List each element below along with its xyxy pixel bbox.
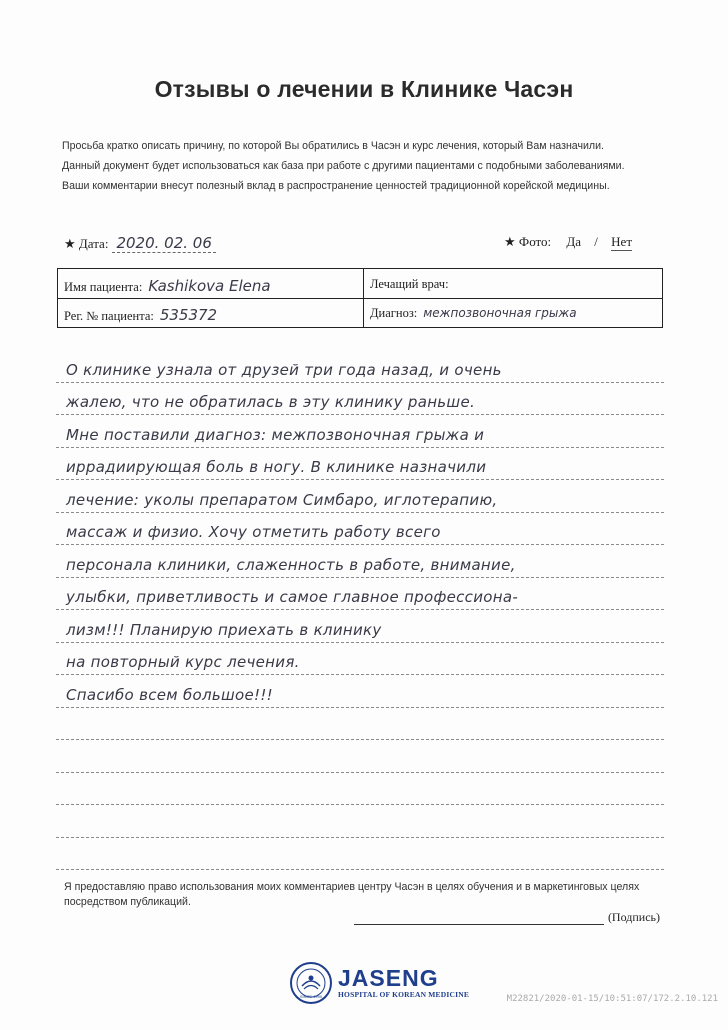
intro-line-3: Ваши комментарии внесут полезный вклад в распространение ценностей традиционной корейской медицины. [62, 180, 610, 192]
patient-name-value: Kashikova Elena [148, 277, 271, 295]
photo-separator: / [594, 234, 598, 249]
jaseng-logo [290, 962, 469, 1004]
review-line [56, 545, 664, 578]
review-line-text: персонала клиники, слаженность в работе, внимание, [66, 555, 516, 574]
photo-field [504, 234, 632, 250]
review-line-text: жалею, что не обратилась в эту клинику раньше. [66, 393, 476, 411]
date-field [64, 234, 216, 252]
review-line-text: Спасибо всем большое!!! [66, 685, 273, 704]
review-line [56, 643, 664, 676]
patient-name-cell [64, 277, 271, 295]
signature-line [354, 910, 604, 925]
patient-name-label: Имя пациента: [64, 280, 143, 294]
date-label: ★ Дата: [64, 236, 109, 251]
review-line [56, 675, 664, 708]
seal-text: SINCE 1990 [299, 994, 323, 999]
photo-option-yes: Да [566, 234, 582, 249]
fax-stamp: M22821/2020-01-15/10:51:07/172.2.10.121 [506, 994, 718, 1004]
diagnosis-value: межпозвоночная грыжа [423, 306, 577, 320]
review-line [56, 610, 664, 643]
review-line [56, 350, 664, 383]
review-line [56, 708, 664, 741]
intro-line-1: Просьба кратко описать причину, по которой Вы обратились в Часэн и курс лечения, который Вам назначили. [62, 140, 604, 152]
reg-number-cell [64, 306, 217, 324]
review-line-text: массаж и физио. Хочу отметить работу всего [66, 523, 441, 541]
review-line [56, 838, 664, 871]
brand-subtitle: HOSPITAL OF KOREAN MEDICINE [338, 990, 470, 999]
review-line-text: Мне поставили диагноз: межпозвоночная грыжа и [66, 425, 485, 444]
reg-number-label: Рег. № пациента: [64, 309, 154, 323]
review-line [56, 578, 664, 611]
review-line [56, 480, 664, 513]
hospital-seal-icon [290, 962, 332, 1004]
review-line [56, 415, 664, 448]
date-value: 2020. 02. 06 [112, 234, 215, 253]
review-line-text: на повторный курс лечения. [66, 653, 300, 671]
intro-line-2: Данный документ будет использоваться как база при работе с другими пациентами с подобными заболеваниями. [62, 160, 625, 172]
table-divider-horizontal [58, 298, 662, 299]
review-line-text: лечение: уколы препаратом Симбаро, иглотерапию, [66, 490, 498, 509]
intro-text [62, 136, 682, 196]
review-line [56, 805, 664, 838]
signature-label: (Подпись) [607, 910, 660, 924]
review-line-text: иррадиирующая боль в ногу. В клинике назначили [66, 458, 487, 476]
review-line-text: улыбки, приветливость и самое главное профессиона- [66, 588, 519, 606]
doctor-cell [370, 277, 449, 292]
review-line-text: О клинике узнала от друзей три года назад, и очень [66, 360, 502, 379]
reg-number-value: 535372 [159, 306, 218, 324]
photo-option-no: Нет [611, 234, 632, 249]
doctor-label: Лечащий врач: [370, 277, 449, 291]
review-line [56, 773, 664, 806]
signature-field [354, 910, 660, 925]
review-text-area [56, 350, 664, 870]
review-line [56, 448, 664, 481]
brand-text [338, 967, 469, 999]
photo-label: ★ Фото: [504, 234, 552, 249]
consent-text: Я предоставляю право использования моих комментариев центру Часэн в целях обучения и в маркетинговых целях посредством публикаций. [64, 881, 640, 908]
document-title: Отзывы о лечении в Клинике Часэн [154, 76, 574, 102]
review-line [56, 513, 664, 546]
review-line-text: лизм!!! Планирую приехать в клинику [66, 620, 382, 639]
review-line [56, 383, 664, 416]
brand-name: JASENG [338, 965, 439, 991]
diagnosis-label: Диагноз: [370, 306, 418, 320]
patient-info-table [57, 268, 663, 328]
diagnosis-cell [370, 306, 577, 321]
review-line [56, 740, 664, 773]
